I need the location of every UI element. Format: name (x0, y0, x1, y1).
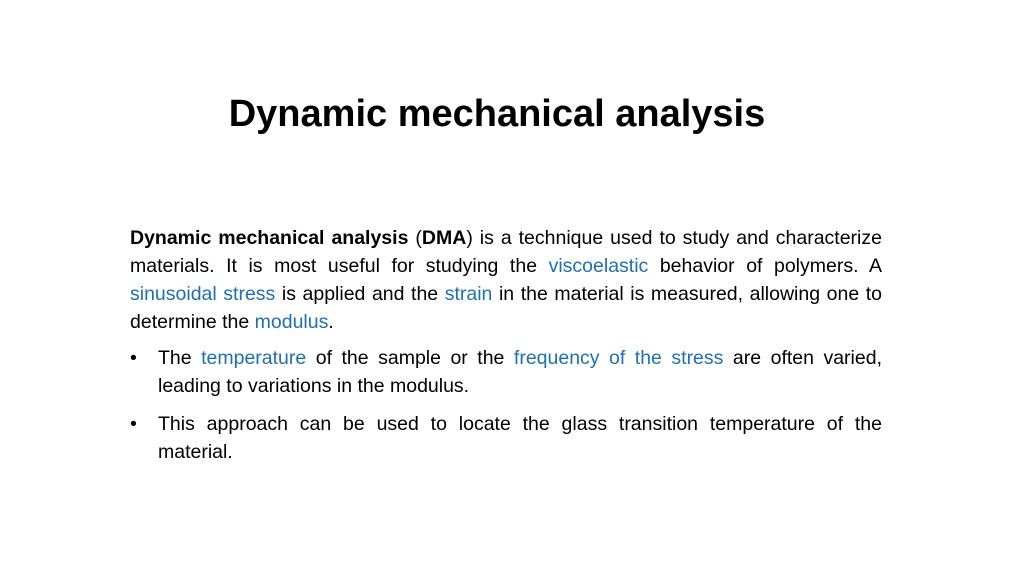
bullet1-text-1: The (158, 347, 202, 369)
intro-open-paren: ( (408, 227, 422, 249)
intro-text-4: in the material is measured, allowing one to determine the (130, 283, 882, 333)
bullet-item-1 (130, 344, 882, 400)
bullet2-text-1: This approach can be used to locate the glass transition temperature of the material. (158, 413, 882, 463)
link-temperature[interactable]: temperature (201, 347, 307, 369)
bullet1-text-2: of the sample or the (306, 347, 514, 369)
link-frequency-of-the-stress[interactable]: frequency of the stress (513, 347, 724, 369)
intro-text-1: ) is a technique used to study and characterize materials. It is most useful for studying the (130, 227, 882, 277)
slide-title: Dynamic mechanical analysis (228, 93, 766, 135)
bullet-dot-icon: • (130, 347, 137, 369)
intro-paragraph (130, 224, 882, 336)
abbr-dma: DMA (421, 227, 467, 249)
slide-body (130, 224, 882, 476)
link-viscoelastic[interactable]: viscoelastic (548, 255, 649, 277)
intro-text-2: behavior of polymers. A (648, 255, 882, 277)
intro-text-3: is applied and the (275, 283, 445, 305)
term-dma: Dynamic mechanical analysis (130, 227, 409, 249)
bullet-list (130, 344, 882, 466)
bullet-item-2 (130, 410, 882, 466)
bullet1-text-3: are often varied, leading to variations in the modulus. (158, 347, 882, 397)
link-sinusoidal-stress[interactable]: sinusoidal stress (130, 283, 276, 305)
bullet-dot-icon: • (130, 413, 137, 435)
link-strain[interactable]: strain (444, 283, 493, 305)
intro-text-5: . (328, 311, 334, 333)
link-modulus[interactable]: modulus (254, 311, 329, 333)
